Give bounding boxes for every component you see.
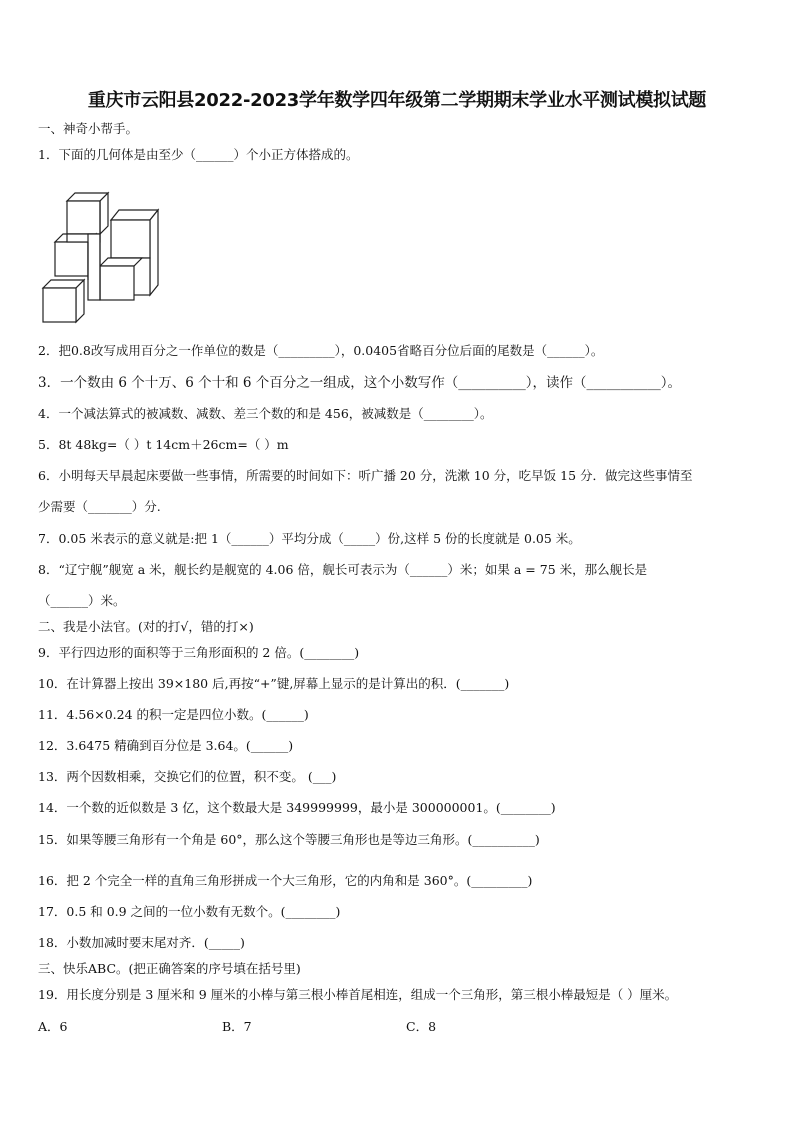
question-7: 7．0.05 米表示的意义就是:把 1（______）平均分成（_____）份,这样 5 份的长度就是 0.05 米。 [38, 531, 581, 546]
section-1-heading: 一、神奇小帮手。 [38, 121, 139, 136]
question-10: 10．在计算器上按出 39×180 后,再按“+”键,屏幕上显示的是计算出的积．(_______) [38, 676, 510, 691]
option-b: B．7 [222, 1019, 252, 1034]
question-5: 5．8t 48kg=（ ）t 14cm＋26cm=（ ）m [38, 437, 289, 452]
question-16: 16．把 2 个完全一样的直角三角形拼成一个大三角形，它的内角和是 360°。(_________) [38, 873, 533, 888]
question-14: 14．一个数的近似数是 3 亿，这个数最大是 349999999，最小是 300000001。(________) [38, 800, 556, 815]
page-title: 重庆市云阳县2022-2023学年数学四年级第二学期期末学业水平测试模拟试题 [87, 90, 707, 111]
question-6-line-2: 少需要（_______）分. [38, 499, 161, 514]
question-12: 12．3.6475 精确到百分位是 3.64。(______) [38, 738, 294, 753]
question-18: 18．小数加减时要末尾对齐．(_____) [38, 935, 245, 950]
question-3: 3．一个数由 6 个十万、6 个十和 6 个百分之一组成，这个小数写作（__________），读作（___________）。 [38, 375, 682, 391]
cube-stack-drawing [38, 180, 163, 330]
question-11: 11．4.56×0.24 的积一定是四位小数。(______) [38, 707, 309, 722]
question-6-line-1: 6．小明每天早晨起床要做一些事情，所需要的时间如下：听广播 20 分，洗漱 10 分，吃早饭 15 分．做完这些事情至 [38, 468, 693, 483]
question-15: 15．如果等腰三角形有一个角是 60°，那么这个等腰三角形也是等边三角形。(__________) [38, 832, 540, 847]
question-17: 17．0.5 和 0.9 之间的一位小数有无数个。(________) [38, 904, 341, 919]
question-2: 2．把0.8改写成用百分之一作单位的数是（_________），0.0405省略百分位后面的尾数是（______）。 [38, 343, 604, 358]
option-a: A．6 [38, 1019, 68, 1034]
question-19: 19．用长度分别是 3 厘米和 9 厘米的小棒与第三根小棒首尾相连，组成一个三角形，第三根小棒最短是（ ）厘米。 [38, 987, 678, 1002]
question-13: 13．两个因数相乘，交换它们的位置，积不变。 (___) [38, 769, 337, 784]
section-2-heading: 二、我是小法官。(对的打√，错的打×) [38, 619, 254, 634]
cube-stack-figure [38, 180, 163, 334]
question-4: 4．一个减法算式的被减数、减数、差三个数的和是 456，被减数是（________）。 [38, 406, 493, 421]
question-8-line-1: 8．“辽宁舰”舰宽 a 米，舰长约是舰宽的 4.06 倍，舰长可表示为（______）米；如果 a = 75 米，那么舰长是 [38, 562, 648, 577]
question-9: 9．平行四边形的面积等于三角形面积的 2 倍。(________) [38, 645, 360, 660]
question-1: 1．下面的几何体是由至少（______）个小正方体搭成的。 [38, 147, 359, 162]
section-3-heading: 三、快乐ABC。(把正确答案的序号填在括号里) [38, 961, 301, 976]
question-8-line-2: （______）米。 [38, 593, 126, 608]
option-c: C．8 [406, 1019, 437, 1034]
